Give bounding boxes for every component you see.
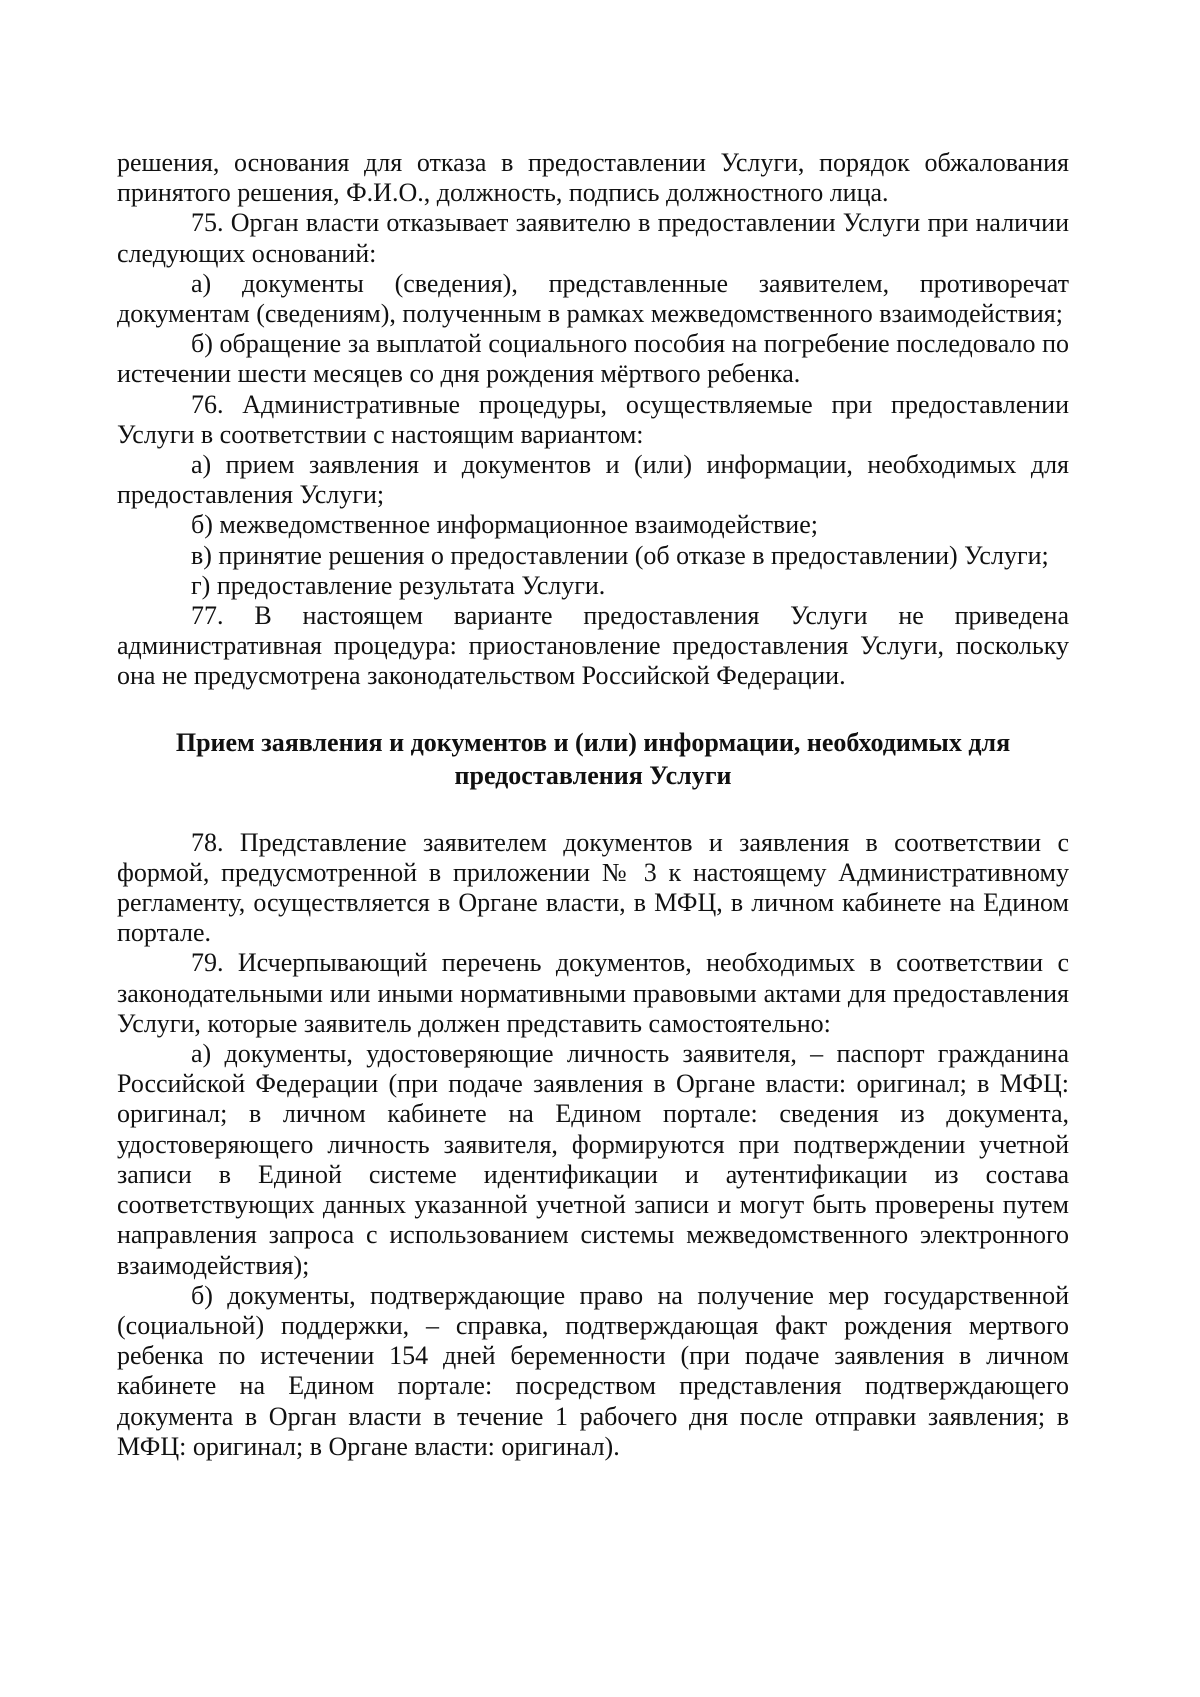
paragraph-76-g: г) предоставление результата Услуги. <box>191 570 606 600</box>
paragraph-76-a: а) прием заявления и документов и (или) информации, необходимых для предоставления Услуги; <box>117 450 1069 510</box>
paragraph-76-v: в) принятие решения о предоставлении (об отказе в предоставлении) Услуги; <box>191 540 1049 570</box>
paragraph-79-a: а) документы, удостоверяющие личность заявителя, – паспорт гражданина Российской Федерации (при подаче заявления в Органе власти: оригинал; в МФЦ: оригинал; в личном кабинете на Едином портале: сведения из документа, удостоверяющего личность заявителя, формируются при подтверждении учетной записи в Единой системе идентификации и аутентификации из состава соответствующих данных указанной учетной записи и могут быть проверены путем направления запроса с использованием системы межведомственного электронного взаимодействия); <box>117 1039 1069 1280</box>
paragraph-76-b: б) межведомственное информационное взаимодействие; <box>191 510 818 540</box>
paragraph-75-a: а) документы (сведения), представленные заявителем, противоречат документам (сведениям), полученным в рамках межведомственного взаимодействия; <box>117 268 1069 329</box>
paragraph-75: 75. Орган власти отказывает заявителю в предоставлении Услуги при наличии следующих оснований: <box>117 208 1069 268</box>
section-heading-line2: предоставления Услуги <box>454 760 732 790</box>
paragraph-77: 77. В настоящем варианте предоставления Услуги не приведена административная процедура: приостановление предоставления Услуги, поскольку она не предусмотрена законодательством Российской Федерации. <box>117 601 1069 691</box>
section-heading <box>117 726 1069 792</box>
paragraph-78: 78. Представление заявителем документов и заявления в соответствии с формой, предусмотренной в приложении № 3 к настоящему Административному регламенту, осуществляется в Органе власти, в МФЦ, в личном кабинете на Едином портале. <box>117 827 1069 948</box>
document-page <box>117 148 1069 1462</box>
paragraph-continuation: решения, основания для отказа в предоставлении Услуги, порядок обжалования принятого решения, Ф.И.О., должность, подпись должностного лица. <box>117 148 1069 208</box>
section-heading-line1: Прием заявления и документов и (или) информации, необходимых для <box>175 727 1011 757</box>
paragraph-79: 79. Исчерпывающий перечень документов, необходимых в соответствии с законодательными или иными нормативными правовыми актами для предоставления Услуги, которые заявитель должен представить самостоятельно: <box>117 948 1069 1038</box>
paragraph-79-b: б) документы, подтверждающие право на получение мер государственной (социальной) поддержки, – справка, подтверждающая факт рождения мертвого ребенка по истечении 154 дней беременности (при подаче заявления в личном кабинете на Едином портале: посредством представления подтверждающего документа в Орган власти в течение 1 рабочего дня после отправки заявления; в МФЦ: оригинал; в Органе власти: оригинал). <box>117 1280 1069 1461</box>
paragraph-75-b: б) обращение за выплатой социального пособия на погребение последовало по истечении шести месяцев со дня рождения мёртвого ребенка. <box>117 329 1069 389</box>
paragraph-76: 76. Административные процедуры, осуществляемые при предоставлении Услуги в соответствии с настоящим вариантом: <box>117 389 1069 449</box>
